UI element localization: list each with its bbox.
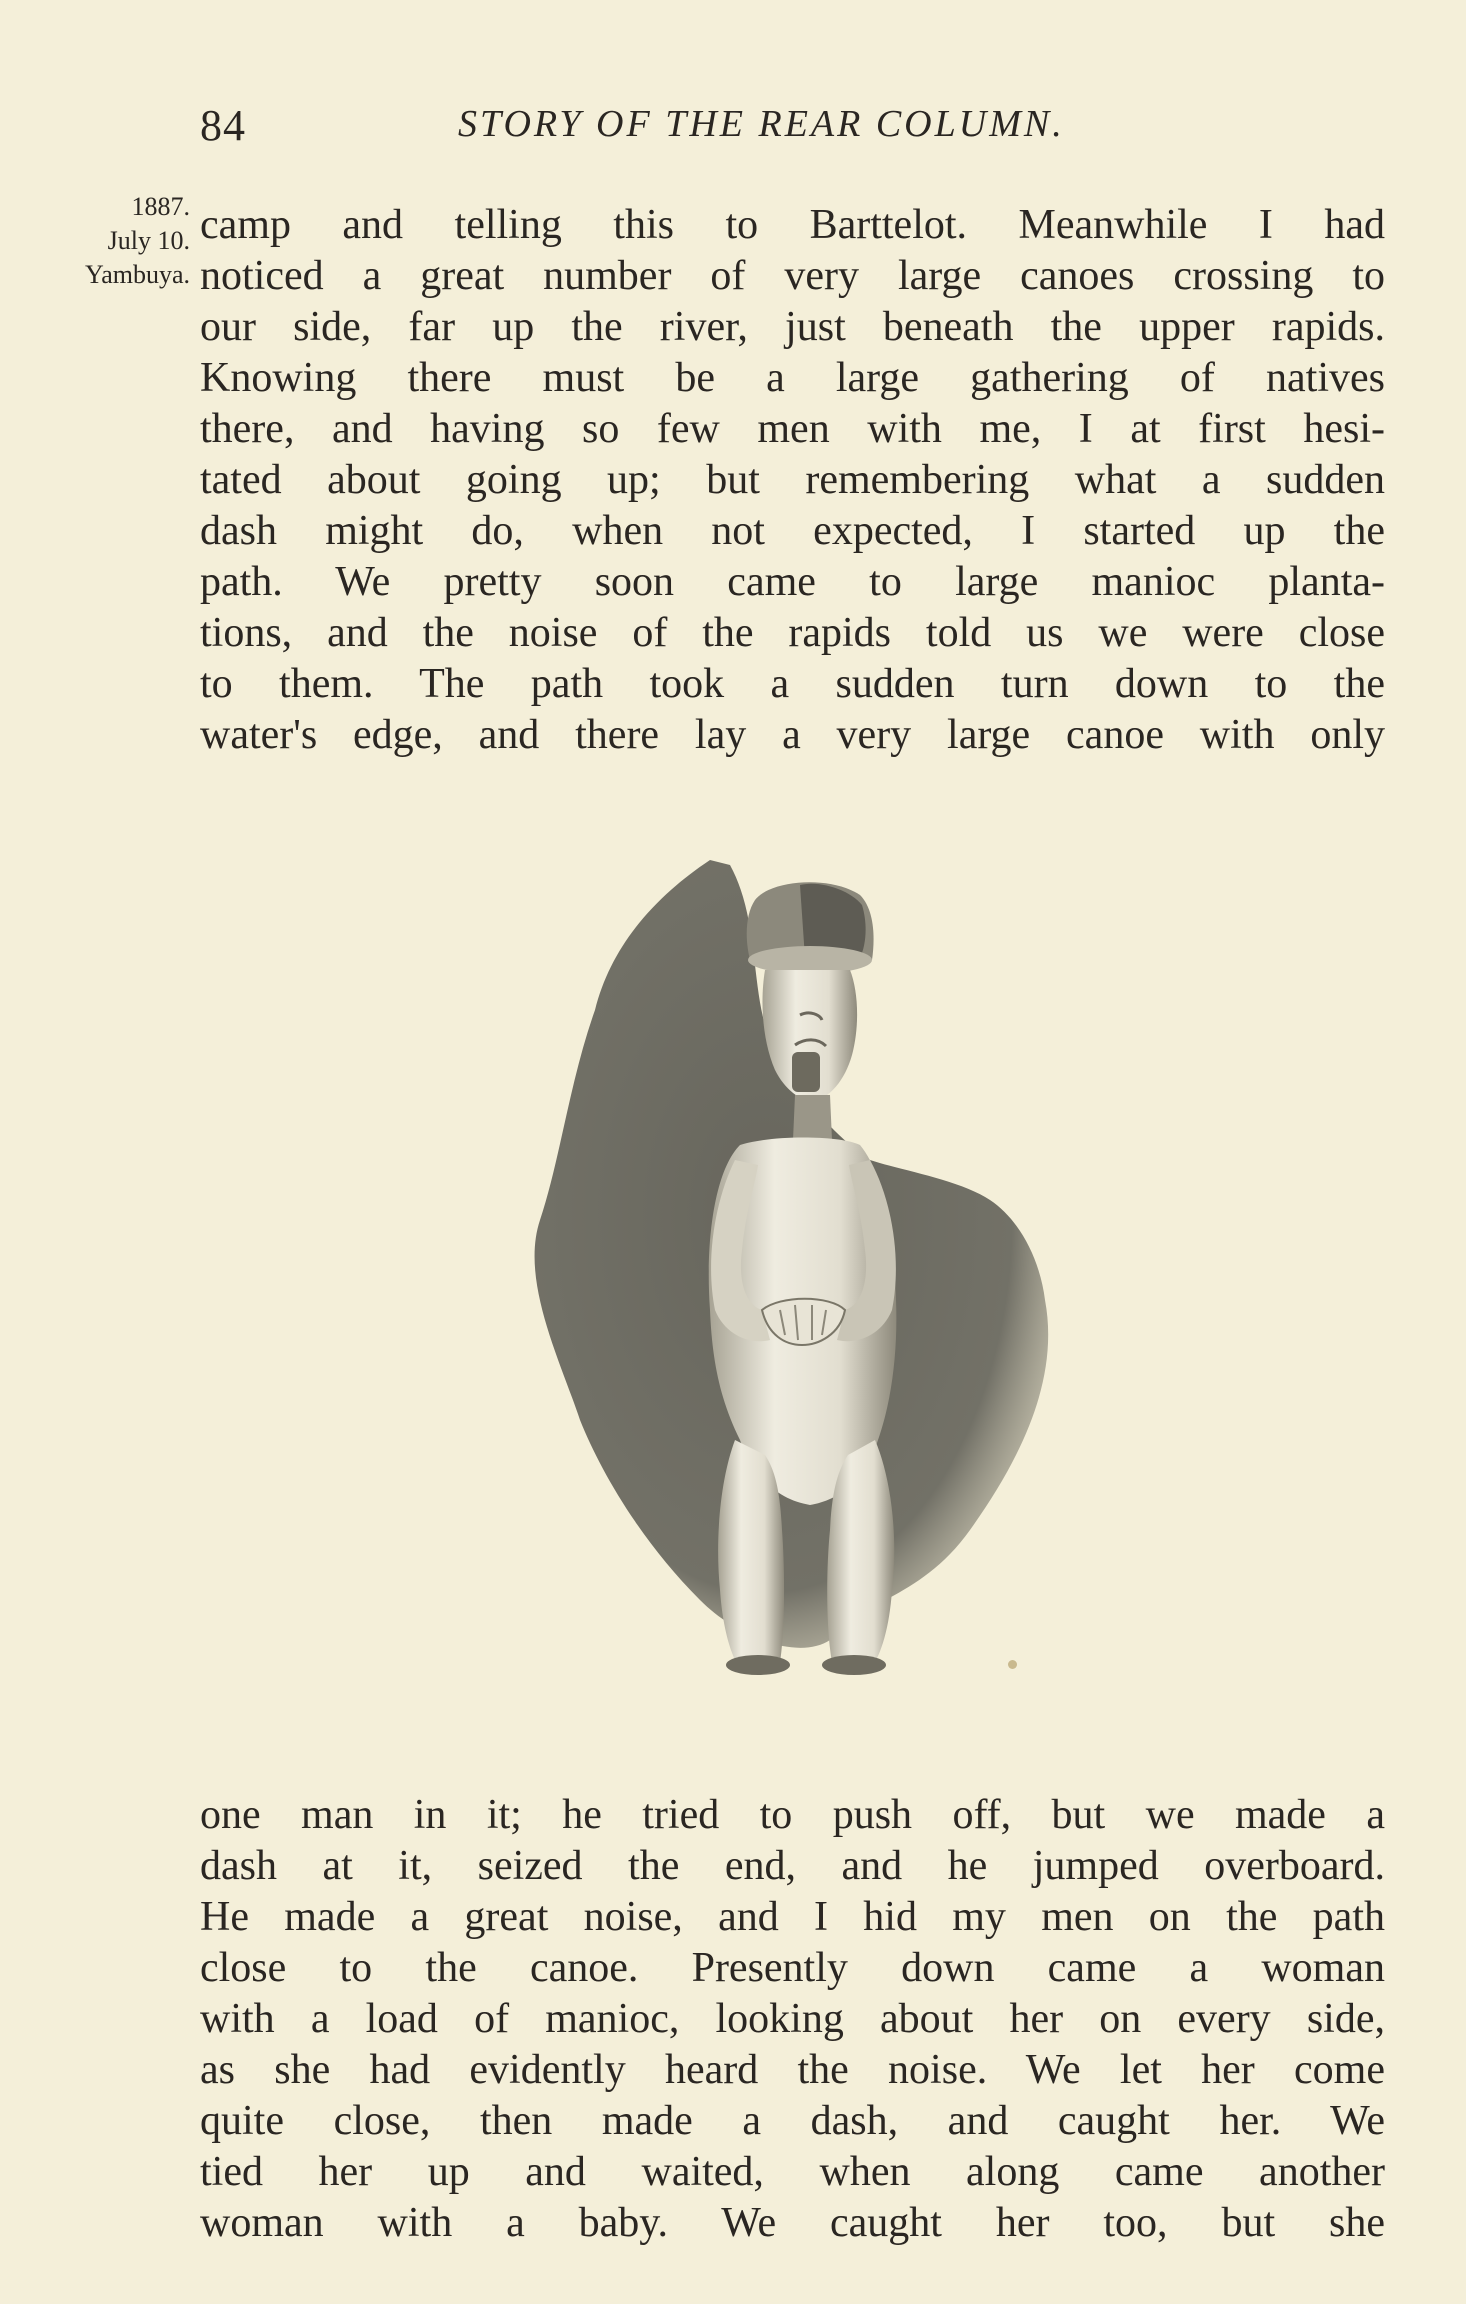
page-header	[200, 100, 1385, 150]
text-line: tions, and the noise of the rapids told us we were close	[200, 610, 1385, 656]
text-line: camp and telling this to Barttelot. Meanwhile I had	[200, 202, 1385, 248]
text-line: our side, far up the river, just beneath the upper rapids.	[200, 304, 1385, 350]
margin-note	[30, 190, 190, 292]
text-line: tied her up and waited, when along came another	[200, 2149, 1385, 2195]
text-line: as she had evidently heard the noise. We let her come	[200, 2047, 1385, 2093]
margin-date: July 10.	[107, 226, 190, 255]
text-line: path. We pretty soon came to large manioc planta-	[200, 559, 1385, 605]
running-title: STORY OF THE REAR COLUMN.	[458, 103, 1065, 145]
text-line: noticed a great number of very large canoes crossing to	[200, 253, 1385, 299]
page-number: 84	[200, 101, 246, 150]
text-line: woman with a baby. We caught her too, but she	[200, 2200, 1385, 2246]
text-line: one man in it; he tried to push off, but we made a	[200, 1792, 1385, 1838]
paper-speck	[1008, 1660, 1017, 1669]
text-line: Knowing there must be a large gathering of natives	[200, 355, 1385, 401]
illustration-carved-figure	[500, 840, 1080, 1700]
text-line: to them. The path took a sudden turn down to the	[200, 661, 1385, 707]
margin-place: Yambuya.	[85, 260, 190, 289]
margin-year: 1887.	[131, 192, 190, 221]
figure-neck	[793, 1095, 832, 1140]
text-line: dash at it, seized the end, and he jumped overboard.	[200, 1843, 1385, 1889]
text-line: water's edge, and there lay a very large canoe with only	[200, 712, 1385, 758]
paragraph-bottom	[200, 1790, 1385, 2249]
text-line: dash might do, when not expected, I started up the	[200, 508, 1385, 554]
text-line: close to the canoe. Presently down came a woman	[200, 1945, 1385, 1991]
text-line: He made a great noise, and I hid my men on the path	[200, 1894, 1385, 1940]
text-line: tated about going up; but remembering what a sudden	[200, 457, 1385, 503]
text-line: with a load of manioc, looking about her on every side,	[200, 1996, 1385, 2042]
paragraph-top	[200, 200, 1385, 761]
text-line: quite close, then made a dash, and caught her. We	[200, 2098, 1385, 2144]
text-line: there, and having so few men with me, I at first hesi-	[200, 406, 1385, 452]
